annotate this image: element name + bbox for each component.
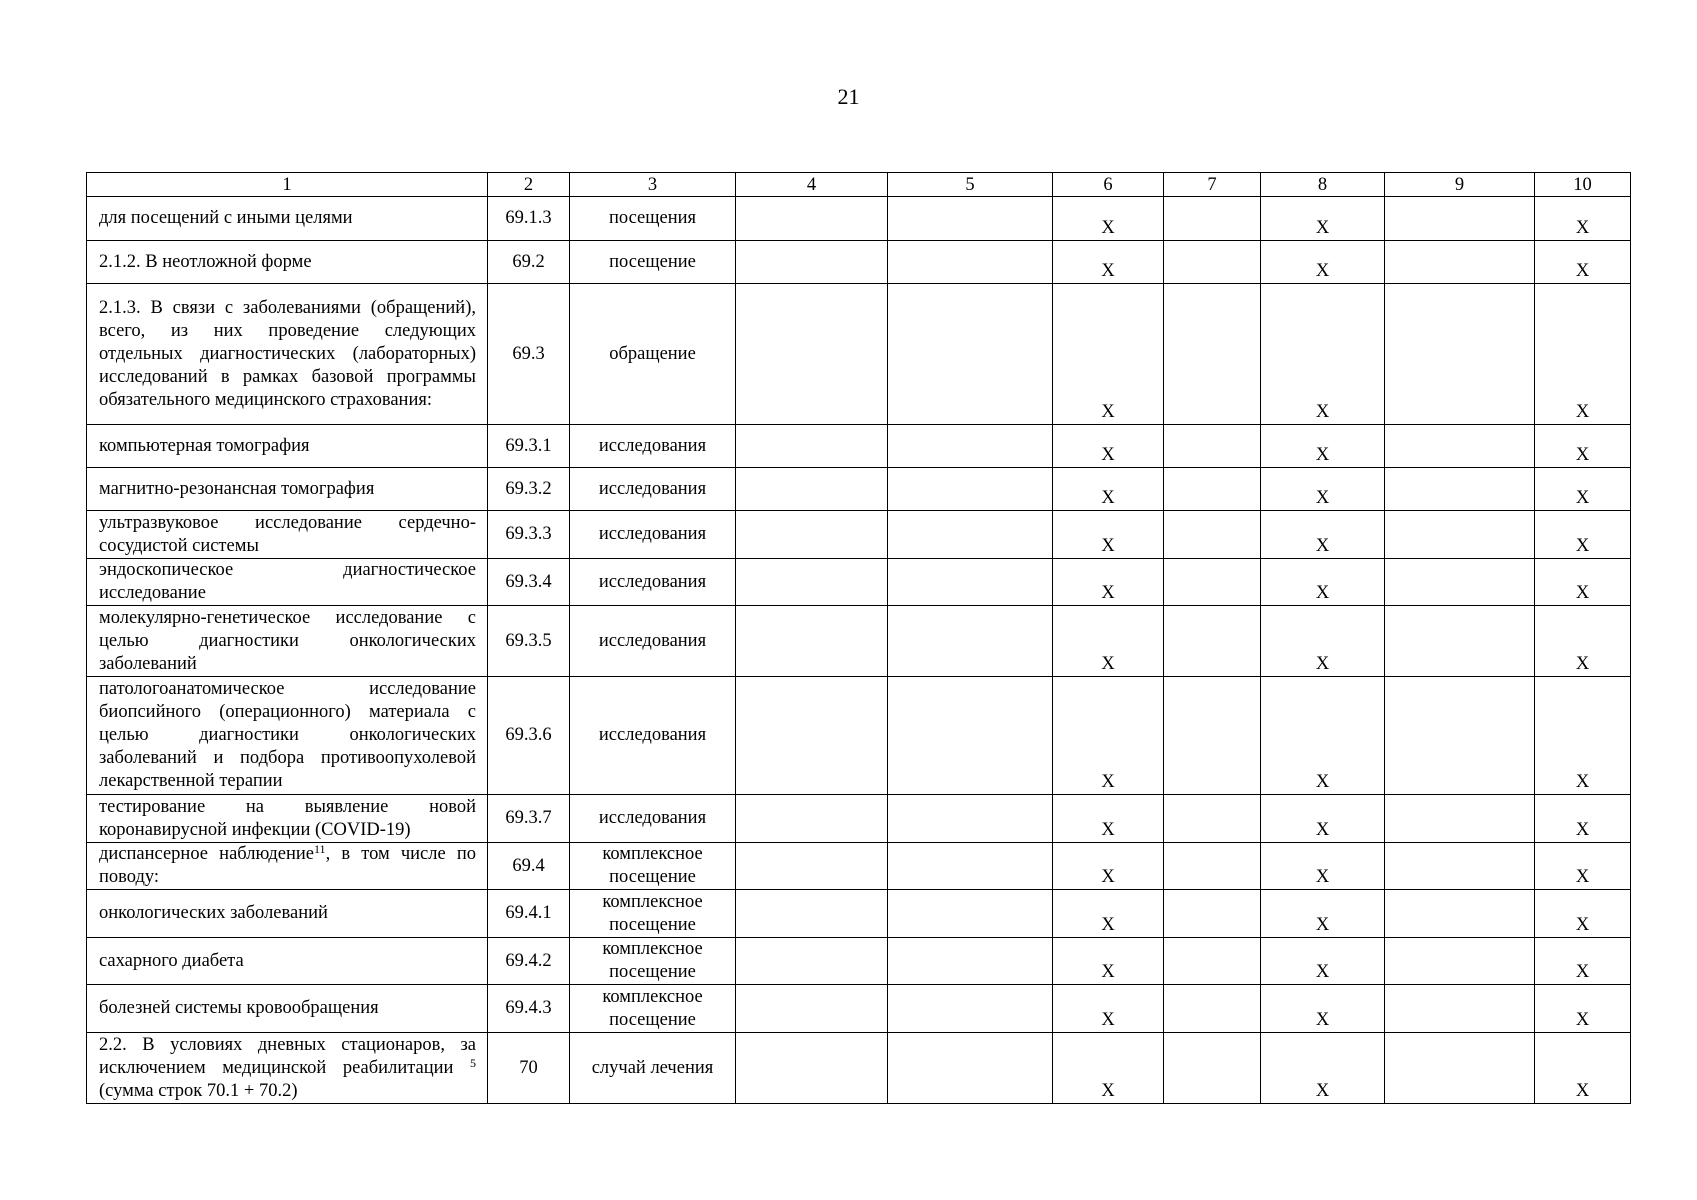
row-unit: комплексное посещение (570, 985, 736, 1033)
table-row (87, 559, 1631, 606)
empty-cell (888, 985, 1053, 1033)
row-name-cell (87, 241, 488, 284)
empty-cell (888, 1033, 1053, 1104)
row-code: 69.3 (488, 284, 570, 425)
empty-cell (888, 795, 1053, 843)
empty-cell (736, 197, 888, 241)
row-unit: случай лечения (570, 1033, 736, 1104)
row-code: 69.4.1 (488, 890, 570, 938)
table-row (87, 425, 1631, 468)
empty-cell (736, 468, 888, 511)
mark-cell: Х (1261, 241, 1385, 284)
mark-cell: Х (1261, 284, 1385, 425)
empty-cell (1164, 425, 1261, 468)
row-unit: посещение (570, 241, 736, 284)
row-code: 69.2 (488, 241, 570, 284)
row-name-cell (87, 938, 488, 985)
row-unit: исследования (570, 795, 736, 843)
empty-cell (736, 511, 888, 559)
mark-cell: Х (1261, 1033, 1385, 1104)
empty-cell (736, 938, 888, 985)
empty-cell (736, 559, 888, 606)
header-row (87, 173, 1631, 197)
empty-cell (736, 284, 888, 425)
empty-cell (888, 606, 1053, 677)
mark-cell: Х (1535, 890, 1631, 938)
row-unit: исследования (570, 511, 736, 559)
row-name: сахарного диабета (99, 950, 244, 971)
row-unit: исследования (570, 559, 736, 606)
row-code: 69.3.5 (488, 606, 570, 677)
row-name-cell (87, 468, 488, 511)
row-name-cell (87, 197, 488, 241)
mark-cell: Х (1053, 890, 1164, 938)
mark-cell: Х (1053, 241, 1164, 284)
row-name-cell (87, 606, 488, 677)
row-name: 2.1.3. В связи с заболеваниями (обращений), всего, из них проведение следующих отдельных диагностических (лабораторных) исследований в рамках базовой программы обязательного медицинского страхования: (99, 297, 476, 410)
mark-cell: Х (1535, 241, 1631, 284)
empty-cell (888, 511, 1053, 559)
empty-cell (736, 795, 888, 843)
empty-cell (1385, 425, 1535, 468)
empty-cell (1164, 197, 1261, 241)
row-name-cell (87, 1033, 488, 1104)
empty-cell (1385, 1033, 1535, 1104)
mark-cell: Х (1053, 606, 1164, 677)
empty-cell (1164, 795, 1261, 843)
column-header: 1 (87, 173, 488, 197)
table-row (87, 795, 1631, 843)
empty-cell (1385, 468, 1535, 511)
mark-cell: Х (1053, 197, 1164, 241)
empty-cell (1164, 559, 1261, 606)
row-name: болезней системы кровообращения (99, 998, 379, 1018)
mark-cell: Х (1053, 511, 1164, 559)
mark-cell: Х (1053, 468, 1164, 511)
empty-cell (736, 606, 888, 677)
row-name-cell (87, 843, 488, 890)
empty-cell (1385, 843, 1535, 890)
column-header: 5 (888, 173, 1053, 197)
row-code: 69.3.4 (488, 559, 570, 606)
mark-cell: Х (1535, 511, 1631, 559)
data-table (86, 172, 1631, 1104)
row-code: 69.3.3 (488, 511, 570, 559)
empty-cell (1164, 938, 1261, 985)
empty-cell (1385, 241, 1535, 284)
empty-cell (888, 468, 1053, 511)
empty-cell (888, 938, 1053, 985)
mark-cell: Х (1053, 677, 1164, 795)
mark-cell: Х (1261, 425, 1385, 468)
empty-cell (736, 425, 888, 468)
empty-cell (736, 677, 888, 795)
empty-cell (1164, 985, 1261, 1033)
mark-cell: Х (1053, 284, 1164, 425)
row-unit: посещения (570, 197, 736, 241)
empty-cell (888, 843, 1053, 890)
empty-cell (736, 985, 888, 1033)
row-name: для посещений с иными целями (99, 208, 353, 228)
table-row (87, 197, 1631, 241)
mark-cell: Х (1535, 468, 1631, 511)
row-name-cell (87, 284, 488, 425)
row-unit: комплексное посещение (570, 890, 736, 938)
mark-cell: Х (1053, 795, 1164, 843)
mark-cell: Х (1261, 511, 1385, 559)
mark-cell: Х (1053, 985, 1164, 1033)
column-header: 10 (1535, 173, 1631, 197)
row-name: онкологических заболеваний (99, 903, 328, 923)
row-name: молекулярно-генетическое исследование с целью диагностики онкологических заболеваний (99, 607, 476, 674)
mark-cell: Х (1053, 425, 1164, 468)
mark-cell: Х (1261, 468, 1385, 511)
empty-cell (1385, 985, 1535, 1033)
table-row (87, 241, 1631, 284)
mark-cell: Х (1261, 559, 1385, 606)
empty-cell (888, 425, 1053, 468)
mark-cell: Х (1261, 985, 1385, 1033)
empty-cell (888, 197, 1053, 241)
row-unit: обращение (570, 284, 736, 425)
mark-cell: Х (1053, 1033, 1164, 1104)
row-name: диспансерное наблюдение (99, 844, 314, 864)
empty-cell (736, 1033, 888, 1104)
mark-cell: Х (1535, 197, 1631, 241)
empty-cell (1385, 511, 1535, 559)
row-unit: комплексное посещение (570, 938, 736, 985)
empty-cell (888, 241, 1053, 284)
table-row (87, 677, 1631, 795)
empty-cell (736, 890, 888, 938)
empty-cell (1164, 606, 1261, 677)
empty-cell (1385, 938, 1535, 985)
empty-cell (1385, 677, 1535, 795)
mark-cell: Х (1261, 197, 1385, 241)
table-row (87, 284, 1631, 425)
row-unit: исследования (570, 468, 736, 511)
mark-cell: Х (1261, 843, 1385, 890)
row-name-continued: (сумма строк 70.1 + 70.2) (99, 1080, 298, 1101)
mark-cell: Х (1535, 795, 1631, 843)
empty-cell (1164, 468, 1261, 511)
mark-cell: Х (1053, 559, 1164, 606)
mark-cell: Х (1535, 284, 1631, 425)
empty-cell (888, 284, 1053, 425)
empty-cell (1385, 197, 1535, 241)
table-row (87, 985, 1631, 1033)
mark-cell: Х (1261, 890, 1385, 938)
row-name: компьютерная томография (99, 435, 310, 456)
table-row (87, 843, 1631, 890)
mark-cell: Х (1535, 677, 1631, 795)
row-code: 69.3.2 (488, 468, 570, 511)
empty-cell (1164, 677, 1261, 795)
table-row (87, 938, 1631, 985)
row-code: 70 (488, 1033, 570, 1104)
mark-cell: Х (1535, 606, 1631, 677)
mark-cell: Х (1053, 938, 1164, 985)
empty-cell (1164, 284, 1261, 425)
row-name-continued: , в том числе по поводу: (99, 844, 476, 887)
row-name-cell (87, 677, 488, 795)
row-code: 69.3.7 (488, 795, 570, 843)
footnote-ref: 5 (470, 1055, 476, 1070)
empty-cell (1164, 511, 1261, 559)
footnote-ref: 11 (314, 842, 326, 856)
empty-cell (1385, 559, 1535, 606)
row-unit: комплексное посещение (570, 843, 736, 890)
empty-cell (1164, 241, 1261, 284)
mark-cell: Х (1535, 843, 1631, 890)
mark-cell: Х (1053, 843, 1164, 890)
row-name: магнитно-резонансная томография (99, 478, 375, 499)
table-row (87, 468, 1631, 511)
empty-cell (888, 677, 1053, 795)
empty-cell (888, 559, 1053, 606)
mark-cell: Х (1535, 938, 1631, 985)
mark-cell: Х (1535, 985, 1631, 1033)
empty-cell (1164, 843, 1261, 890)
row-code: 69.4 (488, 843, 570, 890)
empty-cell (1164, 1033, 1261, 1104)
empty-cell (1385, 284, 1535, 425)
row-code: 69.1.3 (488, 197, 570, 241)
column-header: 4 (736, 173, 888, 197)
row-name: 2.2. В условиях дневных стационаров, за исключением медицинской реабилитации (99, 1034, 476, 1078)
row-name-cell (87, 559, 488, 606)
row-code: 69.4.2 (488, 938, 570, 985)
row-name-cell (87, 795, 488, 843)
mark-cell: Х (1535, 1033, 1631, 1104)
column-header: 6 (1053, 173, 1164, 197)
row-code: 69.4.3 (488, 985, 570, 1033)
table-row (87, 511, 1631, 559)
mark-cell: Х (1261, 606, 1385, 677)
row-name: патологоанатомическое исследование биопсийного (операционного) материала с целью диагностики онкологических заболеваний и подбора противоопухолевой лекарственной терапии (99, 679, 476, 791)
column-header: 9 (1385, 173, 1535, 197)
table-row (87, 890, 1631, 938)
row-unit: исследования (570, 425, 736, 468)
row-name: эндоскопическое диагностическое исследование (99, 560, 476, 603)
empty-cell (736, 241, 888, 284)
column-header: 2 (488, 173, 570, 197)
empty-cell (1385, 890, 1535, 938)
mark-cell: Х (1261, 938, 1385, 985)
column-header: 8 (1261, 173, 1385, 197)
row-name-cell (87, 511, 488, 559)
empty-cell (1164, 890, 1261, 938)
row-name: 2.1.2. В неотложной форме (99, 251, 312, 272)
row-code: 69.3.1 (488, 425, 570, 468)
row-name: тестирование на выявление новой коронавирусной инфекции (COVID-19) (99, 796, 476, 840)
empty-cell (736, 843, 888, 890)
mark-cell: Х (1535, 425, 1631, 468)
table-row (87, 606, 1631, 677)
empty-cell (1385, 606, 1535, 677)
mark-cell: Х (1535, 559, 1631, 606)
column-header: 3 (570, 173, 736, 197)
row-unit: исследования (570, 677, 736, 795)
mark-cell: Х (1261, 677, 1385, 795)
row-name-cell (87, 985, 488, 1033)
column-header: 7 (1164, 173, 1261, 197)
row-code: 69.3.6 (488, 677, 570, 795)
row-name-cell (87, 890, 488, 938)
row-unit: исследования (570, 606, 736, 677)
mark-cell: Х (1261, 795, 1385, 843)
empty-cell (1385, 795, 1535, 843)
table-row (87, 1033, 1631, 1104)
row-name: ультразвуковое исследование сердечно-сосудистой системы (99, 512, 476, 556)
row-name-cell (87, 425, 488, 468)
empty-cell (888, 890, 1053, 938)
page-number: 21 (837, 84, 860, 109)
